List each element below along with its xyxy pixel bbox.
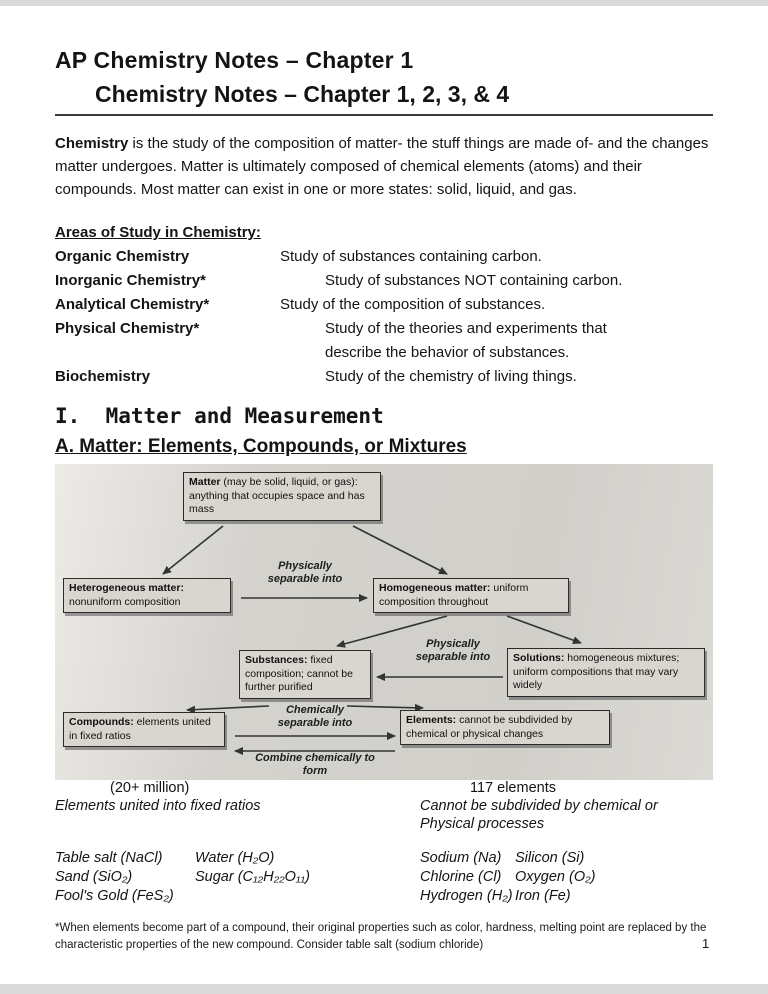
compound-example: Sugar (C₁₂H₂₂O₁₁) <box>195 869 310 885</box>
label-physically-separable-1: Physically separable into <box>267 560 343 586</box>
compound-example: Sand (SiO₂) <box>55 869 133 885</box>
page-edge-bottom <box>0 984 768 994</box>
label-physically-separable-2: Physically separable into <box>415 638 491 664</box>
compound-example-row <box>55 869 310 885</box>
box-desc: uniform composition throughout <box>379 582 529 608</box>
box-desc: homogeneous mixtures; uniform compositions that may vary widely <box>513 652 680 692</box>
element-example-row <box>420 850 584 866</box>
element-example: Iron (Fe) <box>515 888 571 904</box>
box-term: Substances: <box>245 654 308 666</box>
element-example-row <box>420 888 571 904</box>
area-name: Organic Chemistry <box>55 248 190 265</box>
element-example: Chlorine (Cl) <box>420 869 502 885</box>
box-desc: nonuniform composition <box>69 595 181 608</box>
compounds-count: (20+ million) <box>110 780 190 796</box>
footnote: *When elements become part of a compound, their original properties such as color, hardness, melting point are replaced by the characteristic properties of the new compound. Consider table salt (sodium chloride) <box>55 922 707 952</box>
matter-classification-diagram <box>55 464 713 780</box>
box-term: Heterogeneous matter: <box>69 582 184 594</box>
diagram-box-heterogeneous <box>63 578 231 613</box>
area-desc-line-2: describe the behavior of substances. <box>325 344 570 361</box>
section-heading: I. Matter and Measurement <box>55 404 384 428</box>
intro-body-text: is the study of the composition of matter- the stuff things are made of- and the changes matter undergoes. Matter is ultimately composed of chemical elements (atoms) and their compounds. Most matter can exist in one or more states: solid, liquid, and gas. <box>55 135 709 198</box>
intro-lead-word: Chemistry <box>55 135 129 152</box>
element-example: Silicon (Si) <box>515 850 585 866</box>
area-row-inorganic <box>55 269 713 293</box>
compound-example: Fool's Gold (FeS₂) <box>55 888 174 904</box>
elements-note-line-2: Physical processes <box>420 816 545 832</box>
area-name: Inorganic Chemistry* <box>55 272 206 289</box>
intro-paragraph <box>55 132 713 201</box>
diagram-box-homogeneous <box>373 578 569 613</box>
area-row-analytical <box>55 293 713 317</box>
compound-example-row <box>55 888 195 904</box>
area-desc: Study of substances containing carbon. <box>280 248 542 265</box>
area-row-physical <box>55 317 713 365</box>
box-desc: (may be solid, liquid, or gas): anything that occupies space and has mass <box>189 476 365 516</box>
compound-example: Water (H₂O) <box>195 850 275 866</box>
compound-example-row <box>55 850 274 866</box>
title-line-1: AP Chemistry Notes – Chapter 1 <box>55 47 414 73</box>
box-term: Compounds: <box>69 716 134 728</box>
label-chemically-separable: Chemically separable into <box>277 704 353 730</box>
box-desc: fixed composition; cannot be further purified <box>245 654 353 694</box>
diagram-box-matter <box>183 472 381 521</box>
label-combine-chemically: Combine chemically to form <box>255 752 375 778</box>
elements-count: 117 elements <box>470 780 556 796</box>
box-term: Elements: <box>406 714 457 726</box>
area-name: Biochemistry <box>55 368 151 385</box>
page-content <box>55 0 713 955</box>
element-example: Sodium (Na) <box>420 850 502 866</box>
diagram-box-substances <box>239 650 371 699</box>
elements-note-line-1: Cannot be subdivided by chemical or <box>420 798 658 814</box>
area-desc-line-1: Study of the theories and experiments that <box>325 320 607 337</box>
area-desc: Study of the composition of substances. <box>280 296 546 313</box>
areas-heading: Areas of Study in Chemistry: <box>55 224 261 241</box>
area-name: Analytical Chemistry* <box>55 296 210 313</box>
area-desc: Study of substances NOT containing carbon. <box>325 272 623 289</box>
compounds-note: Elements united into fixed ratios <box>55 798 261 814</box>
area-desc: Study of the chemistry of living things. <box>325 368 577 385</box>
box-desc: elements united in fixed ratios <box>69 716 211 742</box>
box-desc: cannot be subdivided by chemical or physical changes <box>406 714 573 740</box>
box-term: Matter <box>189 476 221 488</box>
box-term: Solutions: <box>513 652 565 664</box>
box-term: Homogeneous matter: <box>379 582 491 594</box>
diagram-box-compounds <box>63 712 225 747</box>
area-row-biochemistry <box>55 365 713 389</box>
section-subheading: A. Matter: Elements, Compounds, or Mixtures <box>55 436 467 457</box>
diagram-box-elements <box>400 710 610 745</box>
element-example: Hydrogen (H₂) <box>420 888 513 904</box>
examples-section <box>55 780 713 912</box>
area-name: Physical Chemistry* <box>55 320 200 337</box>
element-example-row <box>420 869 595 885</box>
page-number: 1 <box>702 936 710 951</box>
title-line-2: Chemistry Notes – Chapter 1, 2, 3, & 4 <box>95 81 510 107</box>
compound-example: Table salt (NaCl) <box>55 850 163 866</box>
area-row-organic <box>55 245 713 269</box>
element-example: Oxygen (O₂) <box>515 869 596 885</box>
area-desc <box>325 317 607 365</box>
document-header <box>55 0 713 116</box>
diagram-box-solutions <box>507 648 705 697</box>
